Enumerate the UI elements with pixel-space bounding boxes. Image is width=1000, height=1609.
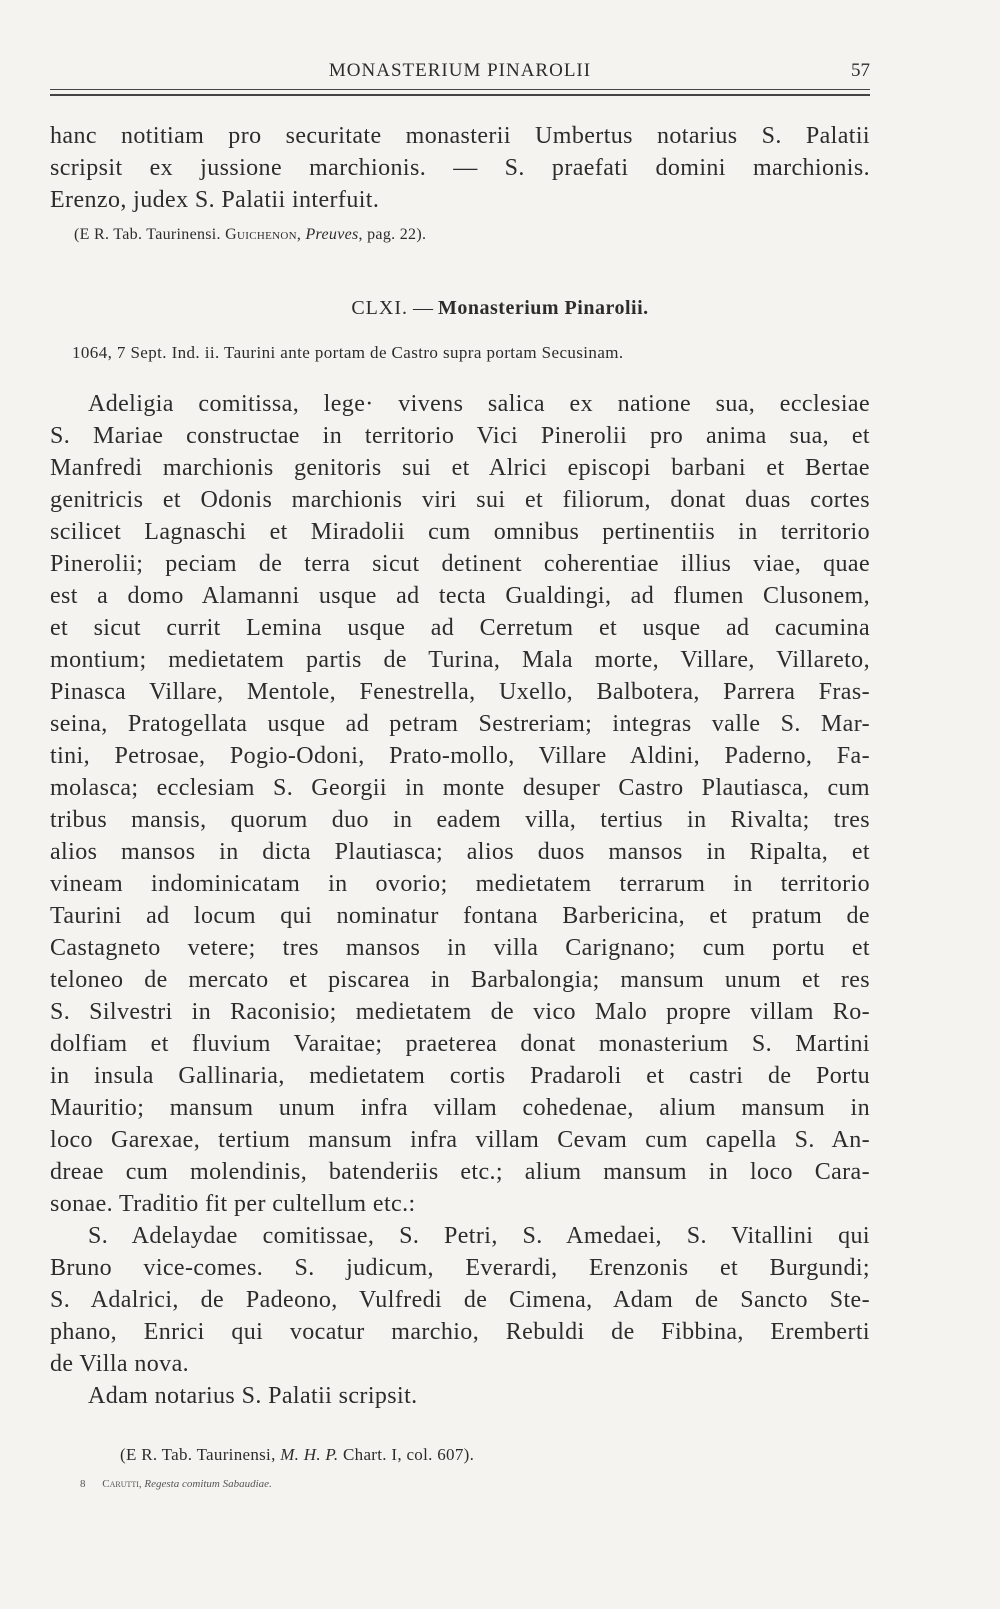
text-line: Erenzo, judex S. Palatii interfuit. [50,187,380,213]
top-source-citation [74,226,426,244]
header-rule-double [50,94,870,96]
text-line: S. Silvestri in Raconisio; medietatem de vico Malo propre villam Ro- [50,999,870,1025]
page-header [50,60,870,84]
header-rule [50,89,870,90]
citation-prefix: (E R. Tab. Taurinensi, [120,1445,281,1464]
text-line: Adeligia comitissa, lege· vivens salica ex natione sua, ecclesiae [88,391,870,417]
citation-suffix: Chart. I, col. 607). [338,1445,475,1464]
text-line: vineam indominicatam in ovorio; medietatem terrarum in territorio [50,871,870,897]
text-line: genitricis et Odonis marchionis viri sui et filiorum, donat duas cortes [50,487,870,513]
heading-dash: — [408,297,439,319]
text-line: seina, Pratogellata usque ad petram Sestreriam; integras valle S. Mar- [50,711,870,737]
text-line: Manfredi marchionis genitoris sui et Alrici episcopi barbani et Bertae [50,455,870,481]
citation-author: Guichenon [225,226,297,243]
document-date-line: 1064, 7 Sept. Ind. ii. Taurini ante portam de Castro supra portam Secusinam. [72,343,624,362]
text-line: dolfiam et fluvium Varaitae; praeterea donat monasterium S. Martini [50,1031,870,1057]
text-line: Mauritio; mansum unum infra villam cohedenae, alium mansum in [50,1095,870,1121]
signature-mark: 8 [80,1478,86,1490]
document-heading [0,297,1000,320]
citation-prefix: (E R. Tab. Taurinensi. [74,226,226,243]
text-line: et sicut currit Lemina usque ad Cerretum et usque ad cacumina [50,615,870,641]
text-line: alios mansos in dicta Plautiasca; alios duos mansos in Ripalta, et [50,839,870,865]
document-title: Monasterium Pinarolii. [438,297,649,319]
text-line: montium; medietatem partis de Turina, Mala morte, Villare, Villareto, [50,647,870,673]
text-line: scripsit ex jussione marchionis. — S. praefati domini marchionis. [50,155,870,181]
text-line: de Villa nova. [50,1351,190,1377]
text-line: Bruno vice-comes. S. judicum, Everardi, Erenzonis et Burgundi; [50,1255,870,1281]
text-line: dreae cum molendinis, batenderiis etc.; alium mansum in loco Cara- [50,1159,870,1185]
text-line: sonae. Traditio fit per cultellum etc.: [50,1191,416,1217]
text-line: est a domo Alamanni usque ad tecta Gualdingi, ad flumen Clusonem, [50,583,870,609]
text-line: Castagneto vetere; tres mansos in villa Carignano; cum portu et [50,935,870,961]
text-line: molasca; ecclesiam S. Georgii in monte desuper Castro Plautiasca, cum [50,775,870,801]
text-line: Taurini ad locum qui nominatur fontana Barbericina, et pratum de [50,903,870,929]
running-title: MONASTERIUM PINAROLII [328,60,592,81]
text-line: teloneo de mercato et piscarea in Barbalongia; mansum unum et res [50,967,870,993]
page-number: 57 [851,60,870,81]
top-paragraph [50,120,870,216]
text-line: S. Mariae constructae in territorio Vici Pinerolii pro anima sua, et [50,423,870,449]
text-line: tini, Petrosae, Pogio-Odoni, Prato-mollo, Villare Aldini, Paderno, Fa- [50,743,870,769]
text-line: loco Garexae, tertium mansum infra villam Cevam cum capella S. An- [50,1127,870,1153]
citation-work: M. H. P. [280,1445,339,1464]
citation-work: Preuves [305,226,359,243]
bottom-source-citation [120,1445,474,1465]
text-line: hanc notitiam pro securitate monasterii Umbertus notarius S. Palatii [50,123,870,149]
citation-suffix: , pag. 22). [358,226,427,243]
footnote-work: Regesta comitum Sabaudiae. [144,1478,272,1490]
text-line: in insula Gallinaria, medietatem cortis Pradaroli et castri de Portu [50,1063,870,1089]
text-line: phano, Enrici qui vocatur marchio, Rebuldi de Fibbina, Eremberti [50,1319,870,1345]
text-line: S. Adelaydae comitissae, S. Petri, S. Amedaei, S. Vitallini qui [88,1223,870,1249]
footnote-author: Carutti, [102,1478,142,1490]
text-line: Pinasca Villare, Mentole, Fenestrella, Uxello, Balbotera, Parrera Fras- [50,679,870,705]
text-line: scilicet Lagnaschi et Miradolii cum omnibus pertinentiis in territorio [50,519,870,545]
citation-sep: , [296,226,306,243]
text-line: S. Adalrici, de Padeono, Vulfredi de Cimena, Adam de Sancto Ste- [50,1287,870,1313]
text-line: Pinerolii; peciam de terra sicut detinent coherentiae illius viae, quae [50,551,870,577]
text-line: Adam notarius S. Palatii scripsit. [88,1383,418,1409]
text-line: tribus mansis, quorum duo in eadem villa, tertius in Rivalta; tres [50,807,870,833]
document-number: CLXI. [351,297,409,319]
document-body [50,388,870,1412]
footnote [80,1478,272,1490]
